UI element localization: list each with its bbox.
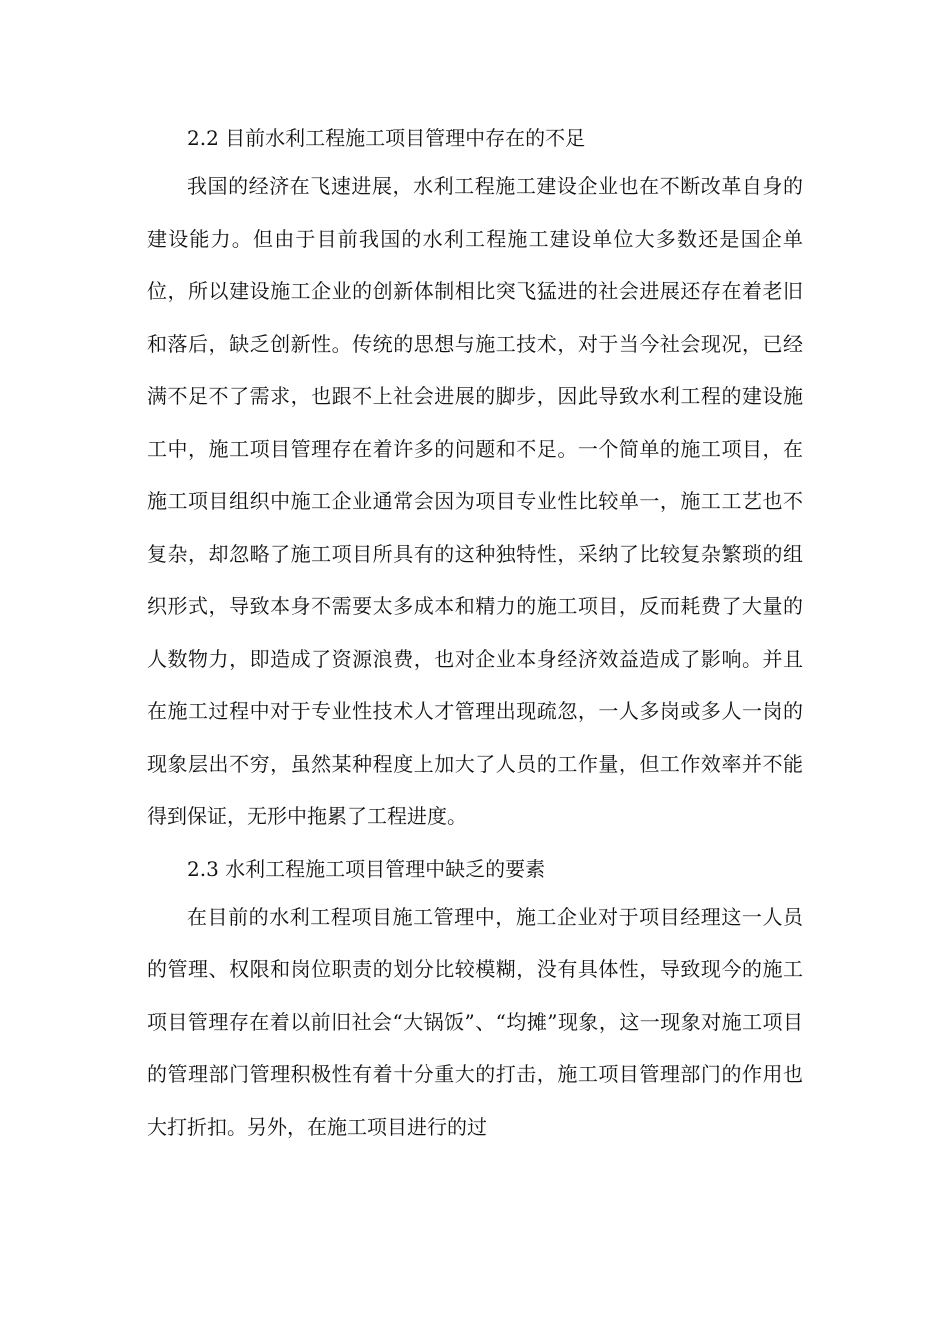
document-body: [147, 116, 803, 1153]
section-2-2-paragraph: 我国的经济在飞速进展，水利工程施工建设企业也在不断改革自身的建设能力。但由于目前我国的水利工程施工建设单位大多数还是国企单位，所以建设施工企业的创新体制相比突飞猛进的社会进展还存在着老旧和落后，缺乏创新性。传统的思想与施工技术，对于当今社会现况，已经满不足不了需求，也跟不上社会进展的脚步，因此导致水利工程的建设施工中，施工项目管理存在着许多的问题和不足。一个简单的施工项目，在施工项目组织中施工企业通常会因为项目专业性比较单一，施工工艺也不复杂，却忽略了施工项目所具有的这种独特性，采纳了比较复杂繁琐的组织形式，导致本身不需要太多成本和精力的施工项目，反而耗费了大量的人数物力，即造成了资源浪费，也对企业本身经济效益造成了影响。并且在施工过程中对于专业性技术人才管理出现疏忽，一人多岗或多人一岗的现象层出不穷，虽然某种程度上加大了人员的工作量，但工作效率并不能得到保证，无形中拖累了工程进度。: [147, 174, 803, 828]
section-2-3-paragraph: 在目前的水利工程项目施工管理中，施工企业对于项目经理这一人员的管理、权限和岗位职责的划分比较模糊，没有具体性，导致现今的施工项目管理存在着以前旧社会“大锅饭”、“均摊”现象，这一现象对施工项目的管理部门管理积极性有着十分重大的打击，施工项目管理部门的作用也大打折扣。另外，在施工项目进行的过: [147, 904, 803, 1139]
section-heading-2-3: 2.3 水利工程施工项目管理中缺乏的要素: [187, 856, 546, 881]
section-heading-2-2: 2.2 目前水利工程施工项目管理中存在的不足: [187, 126, 586, 150]
